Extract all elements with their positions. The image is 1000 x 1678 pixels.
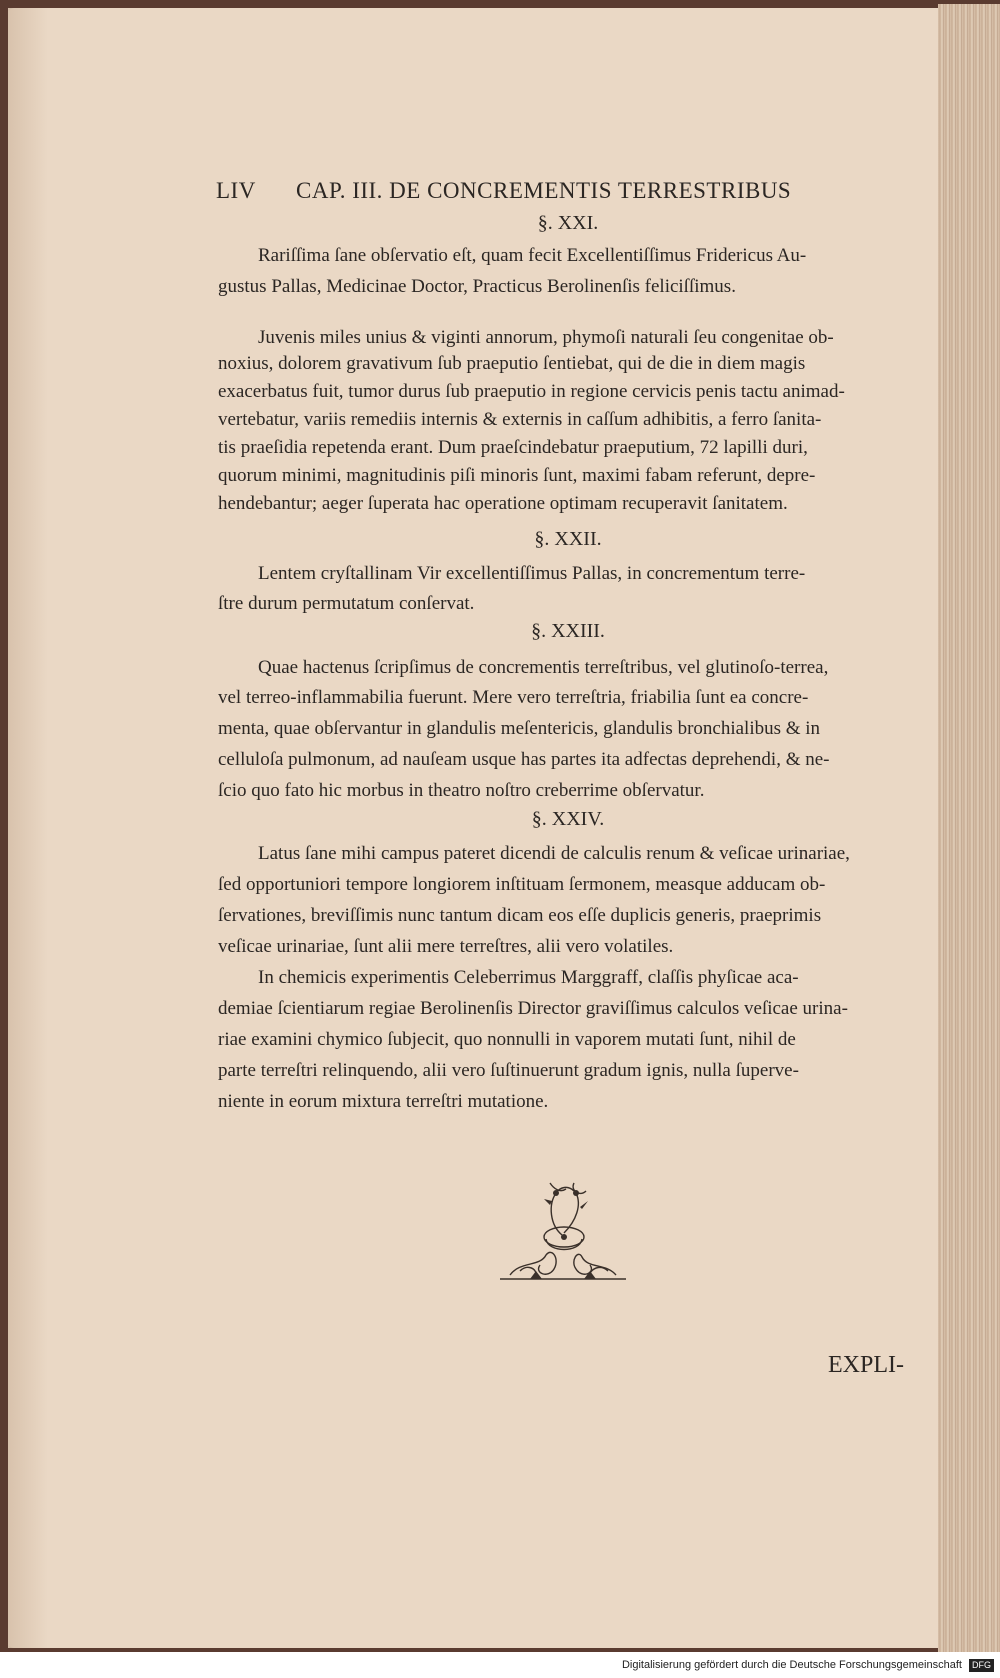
paragraph-xxiv-1-cont [218,869,918,962]
paragraph-xxiv-2-cont [218,993,918,1117]
running-head [216,178,836,204]
paragraph-xxi-1 [258,240,918,271]
digitization-footer [0,1652,1000,1678]
text-line: hendebantur; aeger ſuperata hac operatione optimam recuperavit ſanitatem. [218,493,788,514]
paragraph-xxi-2 [258,322,918,353]
vignette-ornament [490,1175,635,1290]
dfg-logo-icon: DFG [969,1659,994,1672]
text-line: gustus Pallas, Medicinae Doctor, Practicus Berolinenſis feliciſſimus. [218,276,736,297]
text-line: In chemicis experimentis Celeberrimus Marggraff, claſſis phyſicae aca- [258,967,799,988]
text-line: ſed opportuniori tempore longiorem inſtituam ſermonem, measque adducam ob- [218,874,826,895]
paragraph-xxiii-1 [258,652,918,683]
page-number: LIV [216,178,256,203]
footer-credit: Digitalisierung gefördert durch die Deutsche Forschungsgemeinschaft [621,1659,962,1671]
text-line: niente in eorum mixtura terreſtri mutatione. [218,1091,549,1112]
text-line: vertebatur, variis remediis internis & externis in caſſum adhibitis, a ferro ſanita- [218,409,822,430]
text-line: ſtre durum permutatum conſervat. [218,593,475,614]
section-heading-xxi: §. XXI. [537,212,599,234]
text-line: riae examini chymico ſubjecit, quo nonnulli in vaporem mutati ſunt, nihil de [218,1029,796,1050]
text-line: veſicae urinariae, ſunt alii mere terreſtres, alii vero volatiles. [218,936,674,957]
text-line: tis praeſidia repetenda erant. Dum praeſcindebatur praeputium, 72 lapilli duri, [218,437,808,458]
text-line: noxius, dolorem gravativum ſub praeputio ſentiebat, qui de die in diem magis [218,353,806,374]
section-heading-xxiii: §. XXIII. [531,620,605,642]
text-line: ſcio quo fato hic morbus in theatro noſtro creberrime obſervatur. [218,780,705,801]
text-line: quorum minimi, magnitudinis piſi minoris ſunt, maximi fabam referunt, depre- [218,465,816,486]
text-line: ſervationes, breviſſimis nunc tantum dicam eos eſſe duplicis generis, praeprimis [218,905,822,926]
text-line: vel terreo-inflammabilia fuerunt. Mere vero terreſtria, friabilia ſunt ea concre- [218,687,809,708]
section-heading-xxiv: §. XXIV. [531,808,605,830]
paragraph-xxiii-1-cont [218,682,918,806]
text-line: Latus ſane mihi campus pateret dicendi de calculis renum & veſicae urinariae, [258,843,850,864]
paragraph-xxii-1 [258,558,918,589]
section-heading-xxii: §. XXII. [534,528,602,550]
paragraph-xxii-1-cont [218,588,918,619]
paragraph-xxi-1-cont [218,271,918,302]
text-line: Rariſſima ſane obſervatio eſt, quam fecit Excellentiſſimus Fridericus Au- [258,245,807,266]
paragraph-xxi-2-cont [218,350,918,518]
text-line: Lentem cryſtallinam Vir excellentiſſimus Pallas, in concrementum terre- [258,563,806,584]
paragraph-xxiv-1 [258,838,918,869]
text-line: exacerbatus fuit, tumor durus ſub praeputio in regione cervicis penis tactu animad- [218,381,845,402]
text-line: parte terreſtri relinquendo, alii vero ſuſtinuerunt gradum ignis, nulla ſuperve- [218,1060,799,1081]
paragraph-xxiv-2 [258,962,918,993]
text-line: menta, quae obſervantur in glandulis meſentericis, glandulis bronchialibus & in [218,718,821,739]
catchword: EXPLI- [828,1352,904,1378]
text-line: Juvenis miles unius & viginti annorum, phymoſi naturali ſeu congenitae ob- [258,327,834,348]
chapter-title: CAP. III. DE CONCREMENTIS TERRESTRIBUS [296,178,792,203]
text-line: Quae hactenus ſcripſimus de concrementis terreſtribus, vel glutinoſo-terrea, [258,657,829,678]
page-gutter-shadow [8,8,48,1648]
text-line: demiae ſcientiarum regiae Berolinenſis Director graviſſimus calculos veſicae urina- [218,998,848,1019]
page-edges [938,4,1000,1652]
text-line: celluloſa pulmonum, ad nauſeam usque has partes ita adfectas deprehendi, & ne- [218,749,830,770]
